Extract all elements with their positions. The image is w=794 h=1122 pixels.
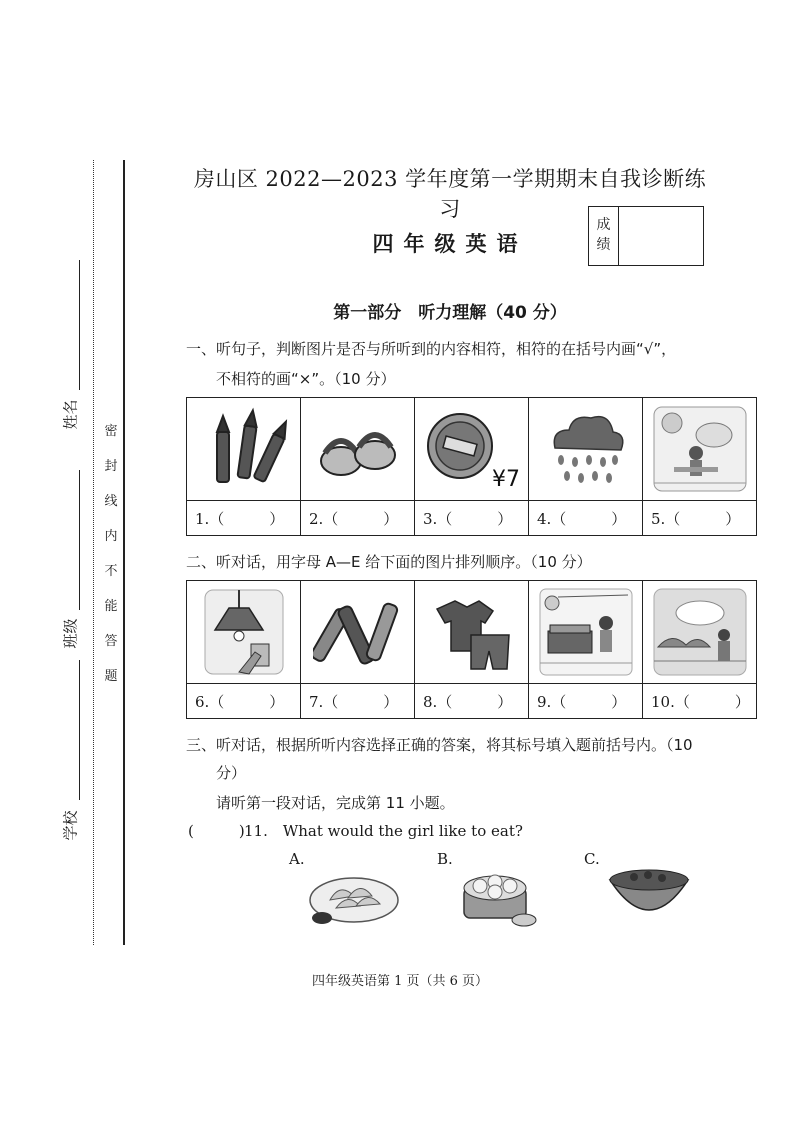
sandals-icon — [313, 409, 403, 489]
answer-cell-3[interactable]: 3.（ ） — [415, 501, 529, 536]
class-label: 班级 — [61, 618, 80, 649]
section2-table — [186, 580, 757, 719]
picture-cell — [301, 398, 415, 501]
seal-char: 内 — [104, 529, 118, 544]
option-b-label: B. — [437, 850, 453, 868]
seal-char: 题 — [104, 669, 118, 684]
answer-cell-9[interactable]: 9.（ ） — [529, 684, 643, 719]
farm-scene-icon — [652, 587, 748, 677]
picture-cell — [301, 581, 415, 684]
seal-dotted-line — [93, 160, 94, 945]
q11-question: 11. What would the girl like to eat? — [244, 822, 523, 840]
seal-char: 能 — [104, 599, 118, 614]
answer-cell-1[interactable]: 1.（ ） — [187, 501, 301, 536]
class-blank-line[interactable] — [79, 470, 80, 610]
option-c-label: C. — [584, 850, 600, 868]
answer-cell-5[interactable]: 5.（ ） — [643, 501, 757, 536]
part-title: 第一部分 听力理解（40 分） — [333, 303, 567, 323]
sharpener-price-icon — [422, 404, 522, 494]
noodles-bowl-icon — [606, 862, 692, 922]
score-label: 成绩 — [589, 207, 619, 265]
school-label: 学校 — [61, 810, 80, 841]
price-text: ¥7 — [491, 467, 520, 492]
exam-subtitle: 四年级英语 — [372, 232, 528, 256]
seal-char: 线 — [104, 494, 118, 509]
picture-cell — [529, 581, 643, 684]
markers-icon — [313, 587, 403, 677]
lamp-switch-icon — [199, 586, 289, 678]
picture-cell — [643, 581, 757, 684]
page-footer: 四年级英语第 1 页（共 6 页） — [311, 974, 489, 989]
option-b[interactable] — [458, 858, 542, 938]
picture-cell — [187, 398, 301, 501]
seal-char: 答 — [104, 634, 118, 649]
answer-cell-10[interactable]: 10.（ ） — [643, 684, 757, 719]
picture-cell — [187, 581, 301, 684]
dumplings-icon — [300, 866, 400, 930]
section1-instruction: 一、听句子，判断图片是否与所听到的内容相符，相符的在括号内画“√”， — [186, 340, 677, 358]
q11-answer-bracket[interactable]: ( ) — [188, 822, 245, 840]
section1-instruction-cont: 不相符的画“×”。（10 分） — [216, 370, 396, 388]
section3-instruction-cont: 分） — [216, 764, 247, 782]
answer-cell-8[interactable]: 8.（ ） — [415, 684, 529, 719]
score-box[interactable] — [588, 206, 704, 266]
girl-reading-icon — [652, 405, 748, 493]
dialogue-note: 请听第一段对话，完成第 11 小题。 — [216, 794, 455, 812]
option-c[interactable] — [606, 862, 692, 922]
girl-bedroom-icon — [538, 587, 634, 677]
name-blank-line[interactable] — [79, 260, 80, 390]
picture-cell — [415, 581, 529, 684]
exam-title: 房山区 2022—2023 学年度第一学期期末自我诊断练习 — [193, 167, 707, 221]
crayons-icon — [199, 404, 289, 494]
section1-table — [186, 397, 757, 536]
school-blank-line[interactable] — [79, 660, 80, 800]
seal-char: 密 — [104, 424, 118, 439]
section3-instruction: 三、听对话，根据所听内容选择正确的答案，将其标号填入题前括号内。（10 — [186, 736, 693, 754]
answer-cell-6[interactable]: 6.（ ） — [187, 684, 301, 719]
section2-instruction: 二、听对话，用字母 A—E 给下面的图片排列顺序。（10 分） — [186, 553, 592, 571]
seal-char: 不 — [104, 564, 118, 579]
seal-char: 封 — [104, 459, 118, 474]
rain-cloud-icon — [541, 404, 631, 494]
option-a[interactable] — [300, 866, 400, 930]
picture-cell — [415, 398, 529, 501]
picture-cell — [643, 398, 757, 501]
answer-cell-7[interactable]: 7.（ ） — [301, 684, 415, 719]
answer-cell-2[interactable]: 2.（ ） — [301, 501, 415, 536]
name-label: 姓名 — [61, 399, 80, 430]
clothes-icon — [427, 587, 517, 677]
option-a-label: A. — [289, 850, 305, 868]
steamed-buns-icon — [458, 858, 542, 938]
picture-cell — [529, 398, 643, 501]
answer-cell-4[interactable]: 4.（ ） — [529, 501, 643, 536]
seal-solid-line — [123, 160, 125, 945]
